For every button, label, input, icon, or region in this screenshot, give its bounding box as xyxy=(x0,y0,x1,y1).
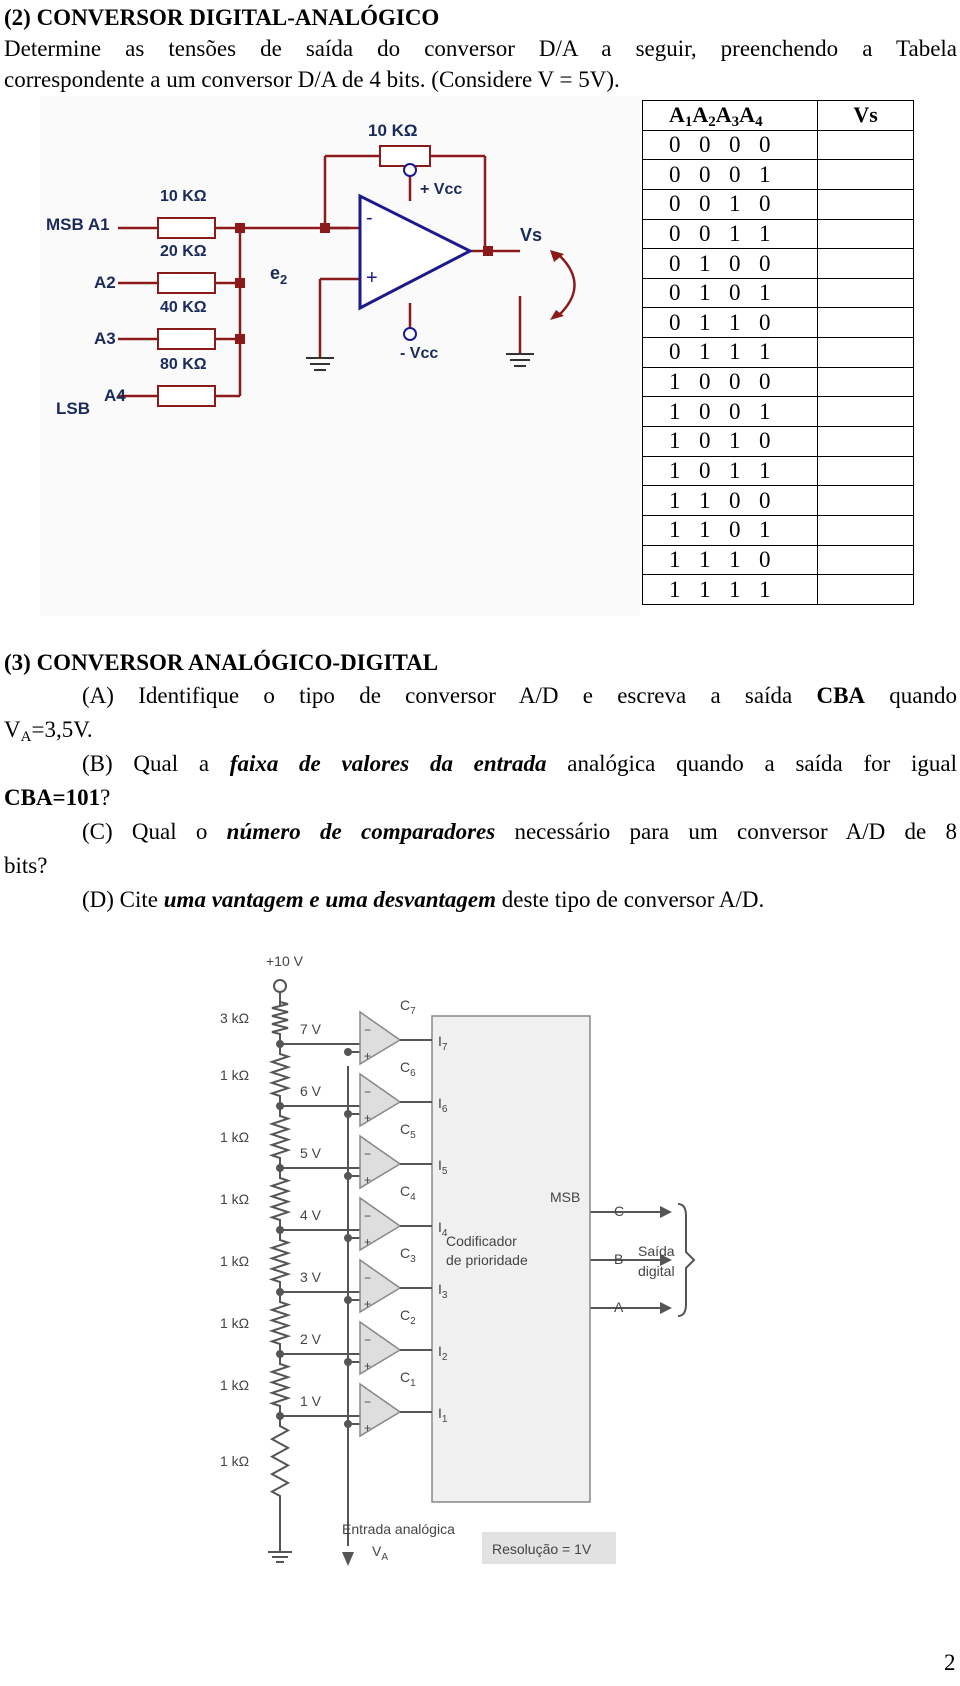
bit-value: 1 xyxy=(699,309,711,335)
voltage-label: 3 V xyxy=(300,1269,322,1285)
bit-value: 0 xyxy=(699,398,711,424)
truth-table-bits xyxy=(643,397,818,427)
bit-value: 1 xyxy=(759,339,771,365)
bit-value: 0 xyxy=(729,280,741,306)
resistor-label: 1 kΩ xyxy=(220,1253,250,1269)
bit-value: 0 xyxy=(669,131,681,157)
encoder-input-label: $I_7$ xyxy=(438,1033,448,1053)
input-node xyxy=(344,1172,352,1180)
truth-table-bits xyxy=(643,189,818,219)
truth-table-bits xyxy=(643,249,818,279)
svg-text:Codificador: Codificador xyxy=(446,1233,517,1249)
bit-value: 1 xyxy=(759,398,771,424)
truth-table-row xyxy=(643,575,914,605)
comparator-minus: − xyxy=(364,1271,372,1285)
svg-text:Saída: Saída xyxy=(638,1243,675,1259)
bit-value: 0 xyxy=(699,191,711,217)
section2-text-line2: correspondente a um conversor D/A de 4 bits. (Considere V = 5V). xyxy=(4,67,620,92)
truth-table-bits xyxy=(643,456,818,486)
comparator-plus: + xyxy=(364,1173,372,1187)
truth-table-row xyxy=(643,278,914,308)
truth-table-row xyxy=(643,160,914,190)
truth-table-bits xyxy=(643,427,818,457)
bit-value: 0 xyxy=(669,220,681,246)
bit-value: 1 xyxy=(669,458,681,483)
input-node xyxy=(344,1296,352,1304)
comparator-minus: − xyxy=(364,1395,372,1409)
bit-value: 0 xyxy=(759,546,771,572)
comparator-minus: − xyxy=(364,1209,372,1223)
question-a-line1: (A) Identifique o tipo de conversor A/D e escreva a saída CBA quando xyxy=(82,683,957,708)
bit-value: 0 xyxy=(759,369,771,395)
question-b-line2: CBA=101? xyxy=(4,785,111,810)
truth-table-row xyxy=(643,219,914,249)
vs-answer-cell[interactable] xyxy=(818,486,914,516)
resistor-label: 3 kΩ xyxy=(220,1010,250,1026)
encoder-input-label: $I_6$ xyxy=(438,1095,448,1115)
adc-circuit-diagram xyxy=(220,946,740,1576)
question-b-line1: (B) Qual a faixa de valores da entrada analógica quando a saída for igual xyxy=(82,751,957,776)
voltage-label: 4 V xyxy=(300,1207,322,1223)
svg-text:B: B xyxy=(614,1251,624,1267)
truth-table-bits xyxy=(643,219,818,249)
section2-text-line1: Determine as tensões de saída do conversor D/A a seguir, preenchendo a Tabela xyxy=(4,36,957,61)
input-node xyxy=(344,1048,352,1056)
vs-answer-cell[interactable] xyxy=(818,130,914,160)
svg-text:de prioridade: de prioridade xyxy=(446,1252,528,1268)
svg-text:A4: A4 xyxy=(104,386,126,405)
bit-value: 1 xyxy=(669,398,681,424)
bit-value: 0 xyxy=(669,280,681,306)
bit-value: 0 xyxy=(729,250,741,276)
supply-label: +10 V xyxy=(266,953,303,969)
truth-table-header xyxy=(643,101,914,131)
encoder-input-label: $I_4$ xyxy=(438,1219,448,1239)
bit-value: 1 xyxy=(699,339,711,365)
bit-value: 1 xyxy=(669,576,681,602)
resistor-a3 xyxy=(158,329,215,349)
comparator-label: $C_1$ xyxy=(400,1369,416,1389)
bit-value: 1 xyxy=(729,428,741,454)
vs-answer-cell[interactable] xyxy=(818,545,914,575)
comparator-minus: − xyxy=(364,1147,372,1161)
bit-value: 1 xyxy=(729,546,741,572)
bit-value: 1 xyxy=(699,487,711,513)
bit-value: 1 xyxy=(699,250,711,276)
encoder-input-label: $I_3$ xyxy=(438,1281,448,1301)
bit-value: 1 xyxy=(759,576,771,602)
dac-truth-table xyxy=(642,100,914,605)
bit-value: 0 xyxy=(699,428,711,454)
svg-text:C: C xyxy=(614,1203,625,1219)
bit-value: 0 xyxy=(669,161,681,187)
truth-table-bits xyxy=(643,130,818,160)
resistor-label: 1 kΩ xyxy=(220,1453,250,1469)
input-node xyxy=(344,1358,352,1366)
input-node xyxy=(344,1110,352,1118)
page-number: 2 xyxy=(944,1650,956,1675)
voltage-label: 2 V xyxy=(300,1331,322,1347)
svg-text:VA: $V_A$ xyxy=(372,1543,389,1563)
section3-heading: (3) CONVERSOR ANALÓGICO-DIGITAL xyxy=(4,650,439,675)
bit-value: 1 xyxy=(729,309,741,335)
comparator-plus: + xyxy=(364,1235,372,1249)
comparator-plus: + xyxy=(364,1359,372,1373)
bit-value: 1 xyxy=(669,517,681,543)
comparator-minus: − xyxy=(364,1023,372,1037)
truth-table-row xyxy=(643,308,914,338)
bit-value: 1 xyxy=(759,280,771,306)
encoder-input-label: $I_2$ xyxy=(438,1343,448,1363)
voltage-label: 7 V xyxy=(300,1021,322,1037)
bit-value: 1 xyxy=(669,546,681,572)
voltage-label: 1 V xyxy=(300,1393,322,1409)
bit-value: 0 xyxy=(729,487,741,513)
vs-answer-cell[interactable] xyxy=(818,397,914,427)
bit-value: 0 xyxy=(729,398,741,424)
resistor-label: 1 kΩ xyxy=(220,1067,250,1083)
vs-answer-cell[interactable] xyxy=(818,278,914,308)
bit-value: 0 xyxy=(669,339,681,365)
bit-value: 1 xyxy=(699,576,711,602)
comparator-label: $C_2$ xyxy=(400,1307,416,1327)
bit-value: 0 xyxy=(759,309,771,335)
truth-table-row xyxy=(643,130,914,160)
comparator-label: $C_3$ xyxy=(400,1245,416,1265)
bit-value: 1 xyxy=(729,191,741,217)
header-bits: $A_1A_2A_3A_4$ xyxy=(643,101,818,131)
svg-text:80 KΩ: 80 KΩ xyxy=(160,356,207,373)
vs-answer-cell[interactable] xyxy=(818,427,914,457)
bit-value: 0 xyxy=(729,517,741,543)
bit-value: 1 xyxy=(759,458,771,483)
vs-answer-cell[interactable] xyxy=(818,219,914,249)
bit-value: 0 xyxy=(669,250,681,276)
question-a-line2: $V_A=3,5V$. xyxy=(4,717,93,745)
svg-text:digital: digital xyxy=(638,1263,675,1279)
truth-table-row xyxy=(643,456,914,486)
truth-table-row xyxy=(643,338,914,368)
svg-text:MSB: MSB xyxy=(550,1189,581,1205)
svg-text:Entrada analógica: Entrada analógica xyxy=(342,1521,455,1537)
comparator-minus: − xyxy=(364,1333,372,1347)
bit-value: 0 xyxy=(759,428,771,454)
truth-table-row xyxy=(643,189,914,219)
bit-value: 0 xyxy=(669,191,681,217)
truth-table-row xyxy=(643,545,914,575)
bit-value: 1 xyxy=(729,339,741,365)
vs-answer-cell[interactable] xyxy=(818,456,914,486)
bit-value: 1 xyxy=(699,280,711,306)
bit-value: 0 xyxy=(729,161,741,187)
resistor-fb xyxy=(380,146,430,166)
svg-text:LSB: LSB xyxy=(56,399,90,418)
bit-value: 1 xyxy=(759,161,771,187)
bit-value: 0 xyxy=(759,487,771,513)
vs-answer-cell[interactable] xyxy=(818,189,914,219)
truth-table-row xyxy=(643,367,914,397)
encoder-input-label: $I_1$ xyxy=(438,1405,448,1425)
truth-table-bits xyxy=(643,367,818,397)
encoder-input-label: $I_5$ xyxy=(438,1157,448,1177)
section2-heading: (2) CONVERSOR DIGITAL-ANALÓGICO xyxy=(4,5,440,30)
fb-resistor-label: 10 KΩ xyxy=(368,121,418,140)
input-node xyxy=(344,1234,352,1242)
voltage-label: 5 V xyxy=(300,1145,322,1161)
comparator-label: $C_7$ xyxy=(400,997,416,1017)
question-c-line2: bits? xyxy=(4,853,48,878)
comparator-label: $C_5$ xyxy=(400,1121,416,1141)
svg-text:-: - xyxy=(366,207,373,229)
svg-text:Vs: Vs xyxy=(520,225,543,245)
bit-value: 1 xyxy=(729,220,741,246)
bit-value: 1 xyxy=(759,220,771,246)
bit-value: 0 xyxy=(669,309,681,335)
bit-value: 0 xyxy=(699,131,711,157)
resistor-label: 1 kΩ xyxy=(220,1377,250,1393)
comparator-plus: + xyxy=(364,1297,372,1311)
resistor-label: 1 kΩ xyxy=(220,1191,250,1207)
vs-answer-cell[interactable] xyxy=(818,367,914,397)
bit-value: 0 xyxy=(699,161,711,187)
svg-text:A2: A2 xyxy=(94,273,116,292)
comparator-plus: + xyxy=(364,1111,372,1125)
svg-text:+ Vcc: + Vcc xyxy=(420,181,463,198)
comparator-plus: + xyxy=(364,1421,372,1435)
bit-value: 0 xyxy=(699,369,711,395)
bit-value: 1 xyxy=(669,487,681,513)
bit-value: 1 xyxy=(699,546,711,572)
bit-value: 1 xyxy=(759,517,771,543)
resistor-a2 xyxy=(158,273,215,293)
resistor-a1 xyxy=(158,218,215,238)
resistor-label: 1 kΩ xyxy=(220,1129,250,1145)
bit-value: 0 xyxy=(759,131,771,157)
svg-text:+: + xyxy=(366,267,378,289)
svg-text:A3: A3 xyxy=(94,329,116,348)
vs-answer-cell[interactable] xyxy=(818,338,914,368)
resolution-label: Resolução = 1V xyxy=(492,1541,592,1557)
bit-value: 1 xyxy=(669,428,681,454)
truth-table-bits xyxy=(643,308,818,338)
svg-text:10 KΩ: 10 KΩ xyxy=(160,188,207,205)
truth-table-bits xyxy=(643,278,818,308)
comparator-minus: − xyxy=(364,1085,372,1099)
svg-text:e2: $e_2$ xyxy=(270,263,288,287)
bit-value: 0 xyxy=(759,191,771,217)
vs-answer-cell[interactable] xyxy=(818,515,914,545)
truth-table-row xyxy=(643,515,914,545)
bit-value: 0 xyxy=(699,458,711,483)
voltage-label: 6 V xyxy=(300,1083,322,1099)
comparator-plus: + xyxy=(364,1049,372,1063)
bit-value: 0 xyxy=(729,369,741,395)
svg-text:40 KΩ: 40 KΩ xyxy=(160,299,207,316)
resistor-label: 1 kΩ xyxy=(220,1315,250,1331)
question-c-line1: (C) Qual o número de comparadores necessário para um conversor A/D de 8 xyxy=(82,819,957,844)
vs-answer-cell[interactable] xyxy=(818,308,914,338)
truth-table-bits xyxy=(643,486,818,516)
truth-table-row xyxy=(643,397,914,427)
bit-value: 0 xyxy=(729,131,741,157)
header-vs: Vs xyxy=(818,101,914,131)
bit-value: 0 xyxy=(699,220,711,246)
svg-text:MSB A1: MSB A1 xyxy=(46,215,110,234)
input-node xyxy=(344,1420,352,1428)
resistor-a4 xyxy=(158,386,215,406)
question-d: (D) Cite uma vantagem e uma desvantagem deste tipo de conversor A/D. xyxy=(82,887,765,912)
bit-value: 1 xyxy=(669,369,681,395)
comparator-label: $C_4$ xyxy=(400,1183,416,1203)
truth-table-row xyxy=(643,249,914,279)
svg-text:- Vcc: - Vcc xyxy=(400,345,439,362)
vs-answer-cell[interactable] xyxy=(818,575,914,605)
bit-value: 1 xyxy=(729,458,741,483)
truth-table-bits xyxy=(643,160,818,190)
svg-text:A: A xyxy=(614,1299,624,1315)
bit-value: 1 xyxy=(729,576,741,602)
truth-table-row xyxy=(643,486,914,516)
dac-circuit-diagram xyxy=(40,96,640,616)
truth-table-row xyxy=(643,427,914,457)
truth-table-bits xyxy=(643,545,818,575)
vs-answer-cell[interactable] xyxy=(818,249,914,279)
truth-table-bits xyxy=(643,338,818,368)
bit-value: 1 xyxy=(699,517,711,543)
bit-value: 0 xyxy=(759,250,771,276)
vs-answer-cell[interactable] xyxy=(818,160,914,190)
svg-text:20 KΩ: 20 KΩ xyxy=(160,243,207,260)
comparator-label: $C_6$ xyxy=(400,1059,416,1079)
truth-table-bits xyxy=(643,575,818,605)
truth-table-bits xyxy=(643,515,818,545)
